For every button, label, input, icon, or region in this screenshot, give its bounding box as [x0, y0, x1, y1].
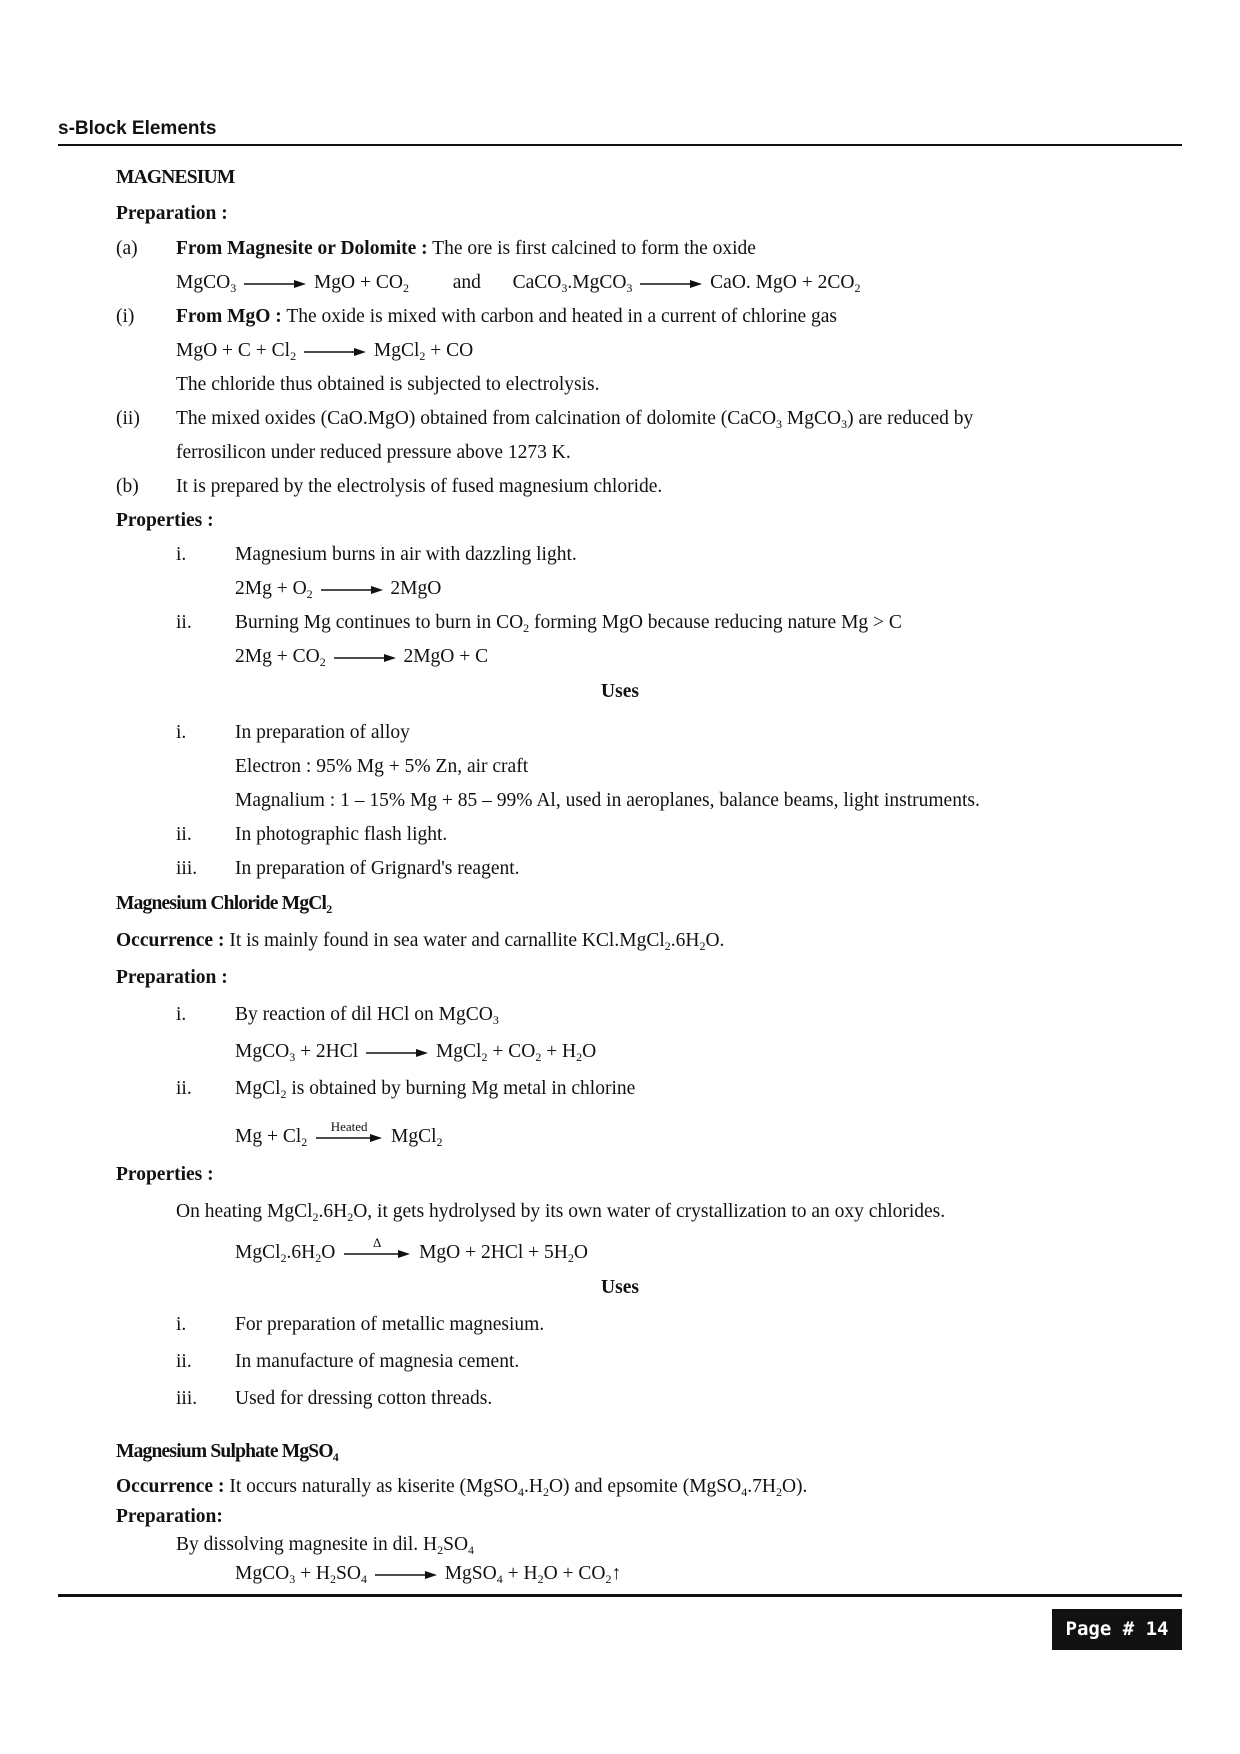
item-bold-label: From Magnesite or Dolomite :	[176, 238, 428, 259]
list-number: i.	[176, 1004, 187, 1025]
list-marker: (b)	[116, 476, 139, 497]
list-item-text	[176, 305, 837, 329]
list-item-text: Magnesium burns in air with dazzling light.	[235, 544, 577, 565]
list-number: i.	[176, 722, 187, 743]
list-marker: (a)	[116, 238, 138, 259]
list-number: iii.	[176, 858, 198, 879]
header-rule	[58, 144, 1182, 146]
item-text: The ore is first calcined to form the oxide	[432, 238, 756, 259]
heat-arrow-icon	[344, 1234, 410, 1261]
equation: $Mg + Cl_2$ Heated MgCl$_2$	[235, 1125, 443, 1149]
list-item-text: Electron : 95% Mg + 5% Zn, air craft	[235, 756, 529, 777]
preparation-text: By dissolving magnesite in dil. $H_2SO_4$	[176, 1534, 475, 1557]
list-item-text: It is prepared by the electrolysis of fused magnesium chloride.	[176, 476, 663, 497]
list-number: iii.	[176, 1388, 198, 1409]
list-item-text	[176, 237, 756, 261]
footer-rule	[58, 1594, 1182, 1597]
properties-text: On heating $MgCl_2.6H_2O$, it gets hydrolysed by its own water of crystallization to an oxy chlorides.	[176, 1201, 946, 1224]
list-number: ii.	[176, 824, 192, 845]
page-number-badge: Page # 14	[1052, 1609, 1182, 1650]
properties-label: Properties :	[116, 510, 214, 531]
list-number: i.	[176, 1314, 187, 1335]
reaction-arrow-icon	[304, 346, 366, 358]
preparation-label: Preparation :	[116, 967, 228, 988]
list-item-text: Burning Mg continues to burn in $CO_2$ forming MgO because reducing nature Mg > C	[235, 612, 902, 635]
list-item-text: In preparation of alloy	[235, 722, 410, 743]
occurrence-text: Occurrence : It occurs naturally as kiserite $(MgSO_4.H_2O)$ and epsomite $(MgSO_4.7H_2O)$.	[116, 1476, 808, 1499]
equation: MgO + $C + Cl_2$ MgCl$_2$ + CO	[176, 340, 474, 363]
occurrence-text: Occurrence : It is mainly found in sea water and carnallite $KCl.MgCl_2.6H_2O$.	[116, 930, 725, 953]
list-item-text: In manufacture of magnesia cement.	[235, 1351, 520, 1372]
running-header: s-Block Elements	[58, 118, 217, 139]
section-heading-mgso4: Magnesium Sulphate MgSO$_4$	[116, 1441, 338, 1464]
list-item-text: For preparation of metallic magnesium.	[235, 1314, 545, 1335]
section-heading-mgcl2: Magnesium Chloride MgCl$_2$	[116, 893, 332, 916]
uses-heading: Uses	[601, 681, 639, 702]
equation: MgCO$_3$ + $H_2SO_4$ MgSO$_4$ + $H_2O$ + $CO_2↑$	[235, 1563, 622, 1586]
item-text: The oxide is mixed with carbon and heated in a current of chlorine gas	[286, 306, 837, 327]
preparation-label: Preparation:	[116, 1506, 223, 1527]
heated-arrow-icon	[316, 1118, 382, 1145]
list-number: ii.	[176, 1078, 192, 1099]
uses-heading: Uses	[601, 1277, 639, 1298]
reaction-arrow-icon	[321, 584, 383, 596]
arrow-condition-label: Heated	[330, 1118, 368, 1134]
list-item-text: Magnalium : 1 – 15% Mg + 85 – 99% Al, used in aeroplanes, balance beams, light instruments.	[235, 790, 980, 811]
list-item-text: In photographic flash light.	[235, 824, 448, 845]
reaction-arrow-icon	[366, 1047, 428, 1059]
equation: $2Mg + CO_2$ 2MgO + C	[235, 646, 489, 669]
properties-label: Properties :	[116, 1164, 214, 1185]
reaction-arrow-icon	[334, 652, 396, 664]
reaction-arrow-icon	[375, 1569, 437, 1581]
list-item-text: The mixed oxides (CaO.MgO) obtained from calcination of dolomite (CaCO$_3$ MgCO$_3$) are reduced by	[176, 408, 974, 431]
list-item-text: MgCl$_2$ is obtained by burning Mg metal in chlorine	[235, 1078, 636, 1101]
equation: MgCO$_3$ + 2HCl MgCl$_2$ + $CO_2 + H_2O$	[235, 1041, 597, 1064]
list-item-text: Used for dressing cotton threads.	[235, 1388, 493, 1409]
list-marker: (i)	[116, 306, 135, 327]
section-heading-magnesium: MAGNESIUM	[116, 167, 235, 188]
item-bold-label: From MgO :	[176, 306, 282, 327]
list-item-text: ferrosilicon under reduced pressure above 1273 K.	[176, 442, 571, 463]
list-number: ii.	[176, 612, 192, 633]
list-number: i.	[176, 544, 187, 565]
arrow-condition-label: Δ	[373, 1234, 382, 1250]
list-marker: (ii)	[116, 408, 140, 429]
reaction-arrow-icon	[244, 278, 306, 290]
equation: $2Mg + O_2$ 2MgO	[235, 578, 442, 601]
note-text: The chloride thus obtained is subjected to electrolysis.	[176, 374, 600, 395]
list-number: ii.	[176, 1351, 192, 1372]
list-item-text: In preparation of Grignard's reagent.	[235, 858, 520, 879]
equation: $MgCl_2.6H_2O$ Δ MgO + $2HCl + 5H_2O$	[235, 1241, 588, 1265]
list-item-text: By reaction of dil HCl on MgCO$_3$	[235, 1004, 499, 1027]
gas-evolved-arrow-icon: ↑	[611, 1563, 622, 1584]
reaction-arrow-icon	[640, 278, 702, 290]
preparation-label: Preparation :	[116, 203, 228, 224]
equation: MgCO$_3$ MgO + $CO_2$ and CaCO$_3$.MgCO$_3$ CaO. MgO + $2CO_2$	[176, 272, 861, 295]
